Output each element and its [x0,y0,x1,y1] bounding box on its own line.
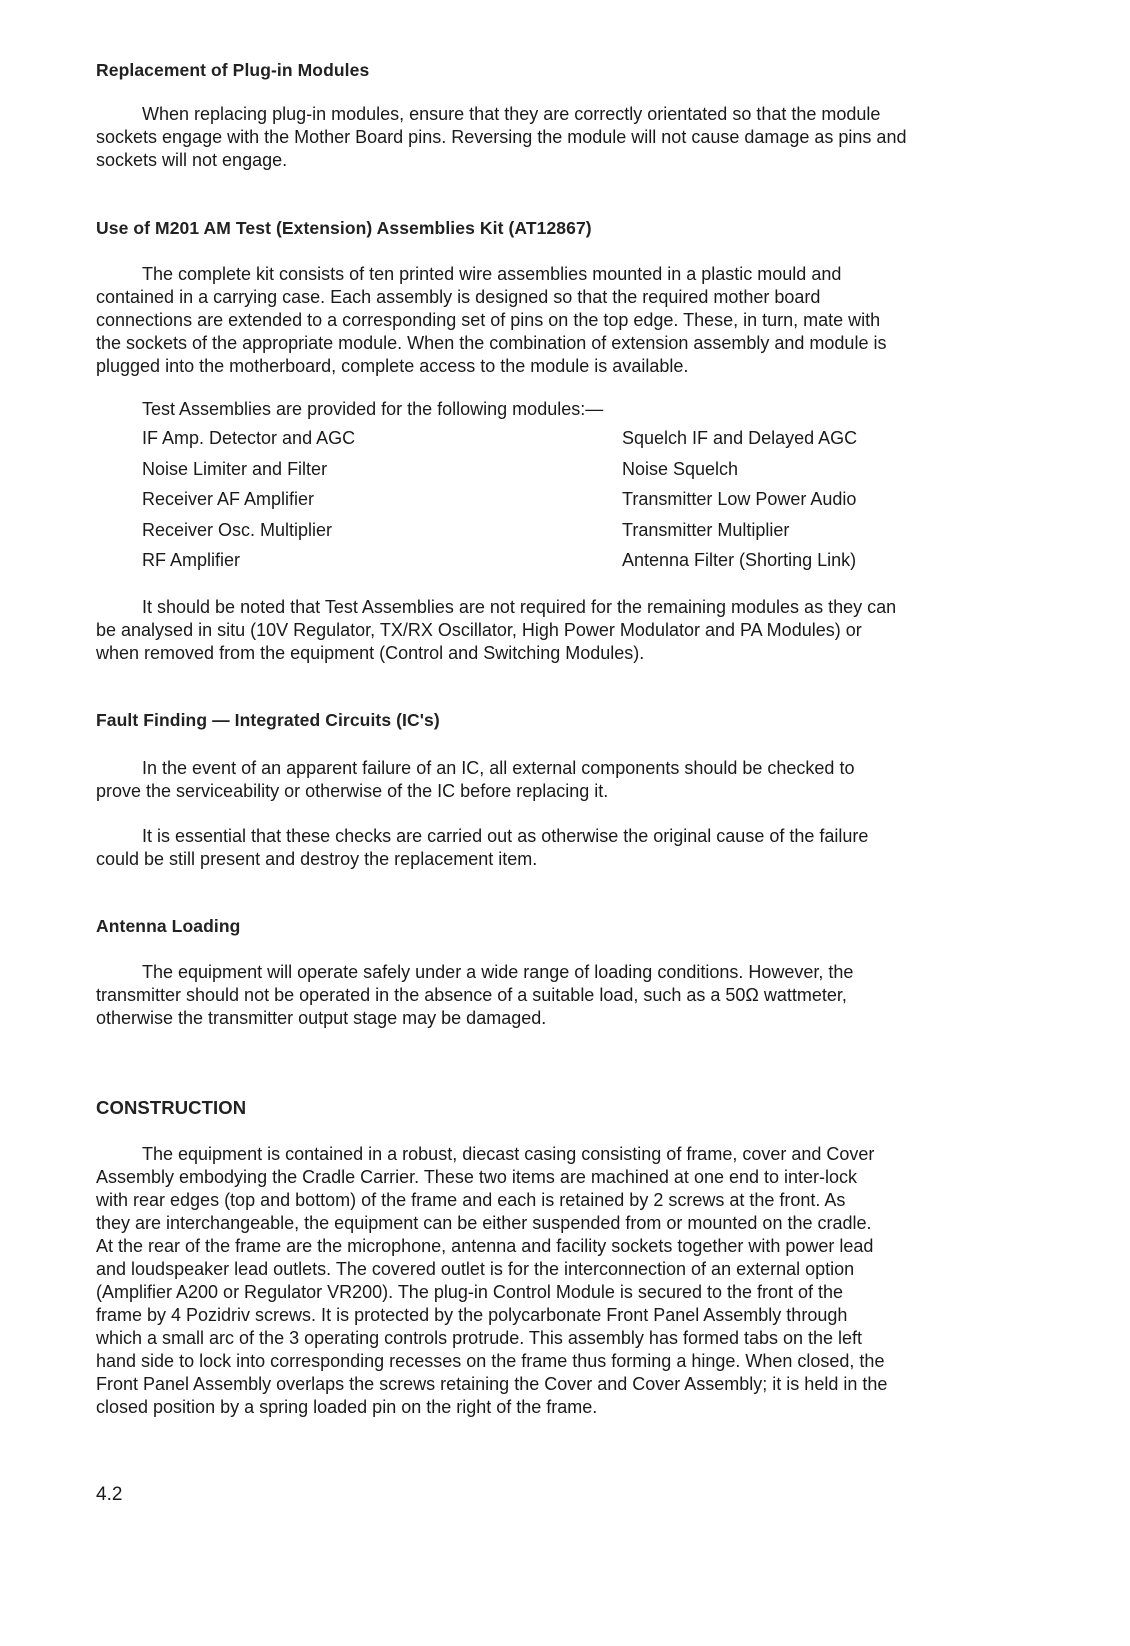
list-item: RF Amplifier [142,550,241,570]
paragraph-line: transmitter should not be operated in the absence of a suitable load, such as a 50Ω wattmeter, [96,985,847,1005]
paragraph [96,961,996,1030]
heading-construction: CONSTRUCTION [96,1097,247,1118]
heading-fault-finding: Fault Finding — Integrated Circuits (IC's) [96,710,440,730]
paragraph-line: hand side to lock into corresponding recesses on the frame thus forming a hinge. When closed, the [96,1351,885,1371]
test-assemblies-intro: Test Assemblies are provided for the following modules:— [142,399,604,419]
paragraph-line: sockets will not engage. [96,150,288,170]
paragraph-line: The complete kit consists of ten printed wire assemblies mounted in a plastic mould and [142,264,842,284]
paragraph [96,1143,996,1419]
paragraph-line: which a small arc of the 3 operating controls protrude. This assembly has formed tabs on the left [96,1328,863,1348]
paragraph-line: they are interchangeable, the equipment can be either suspended from or mounted on the cradle. [96,1213,872,1233]
heading-antenna-loading: Antenna Loading [96,916,241,936]
paragraph-line: with rear edges (top and bottom) of the frame and each is retained by 2 screws at the front. As [96,1190,846,1210]
paragraph-line: The equipment will operate safely under a wide range of loading conditions. However, the [142,962,854,982]
list-item: Squelch IF and Delayed AGC [622,428,858,448]
list-item: Receiver AF Amplifier [142,489,315,509]
paragraph-line: frame by 4 Pozidriv screws. It is protected by the polycarbonate Front Panel Assembly through [96,1305,848,1325]
list-item: Noise Squelch [622,458,739,479]
heading-replacement-plug-in-modules: Replacement of Plug-in Modules [96,60,370,80]
list-row [142,459,1002,490]
paragraph-line: when removed from the equipment (Control and Switching Modules). [96,643,645,663]
list-item: Transmitter Multiplier [622,519,790,540]
paragraph-line: (Amplifier A200 or Regulator VR200). The plug-in Control Module is secured to the front of the [96,1282,844,1302]
paragraph [96,757,996,803]
paragraph-line: It should be noted that Test Assemblies are not required for the remaining modules as they can [142,597,897,617]
test-assemblies-list [142,428,1002,581]
paragraph [96,103,996,172]
list-item: Noise Limiter and Filter [142,458,328,479]
list-row [142,428,1002,459]
paragraph-line: In the event of an apparent failure of an IC, all external components should be checked to [142,758,855,778]
paragraph-line: plugged into the motherboard, complete access to the module is available. [96,356,689,376]
paragraph [96,825,996,871]
paragraph [96,263,996,378]
paragraph-line: the sockets of the appropriate module. When the combination of extension assembly and module is [96,333,887,353]
paragraph-line: sockets engage with the Mother Board pins. Reversing the module will not cause damage as pins and [96,127,907,147]
paragraph-line: Assembly embodying the Cradle Carrier. These two items are machined at one end to inter-lock [96,1167,858,1187]
paragraph-line: could be still present and destroy the replacement item. [96,849,538,869]
list-row [142,550,1002,581]
paragraph-line: be analysed in situ (10V Regulator, TX/RX Oscillator, High Power Modulator and PA Modules) or [96,620,862,640]
paragraph-line: It is essential that these checks are carried out as otherwise the original cause of the failure [142,826,869,846]
paragraph-line: and loudspeaker lead outlets. The covered outlet is for the interconnection of an external option [96,1259,855,1279]
list-row [142,520,1002,551]
paragraph-line: closed position by a spring loaded pin on the right of the frame. [96,1397,598,1417]
paragraph-line: When replacing plug-in modules, ensure that they are correctly orientated so that the module [142,104,881,124]
list-item: Antenna Filter (Shorting Link) [622,550,857,570]
paragraph [96,596,996,665]
paragraph-line: contained in a carrying case. Each assembly is designed so that the required mother board [96,287,821,307]
paragraph-line: At the rear of the frame are the microphone, antenna and facility sockets together with power lead [96,1236,874,1256]
paragraph-line: Front Panel Assembly overlaps the screws retaining the Cover and Cover Assembly; it is held in the [96,1374,888,1394]
list-item: IF Amp. Detector and AGC [142,428,356,448]
paragraph-line: The equipment is contained in a robust, diecast casing consisting of frame, cover and Cover [142,1144,875,1164]
list-row [142,489,1002,520]
heading-test-assemblies-kit: Use of M201 AM Test (Extension) Assemblies Kit (AT12867) [96,218,592,238]
paragraph-line: connections are extended to a corresponding set of pins on the top edge. These, in turn, mate with [96,310,881,330]
page-number: 4.2 [96,1484,123,1505]
list-item: Receiver Osc. Multiplier [142,519,333,540]
list-item: Transmitter Low Power Audio [622,489,857,509]
paragraph-line: otherwise the transmitter output stage may be damaged. [96,1008,547,1028]
paragraph-line: prove the serviceability or otherwise of the IC before replacing it. [96,781,609,801]
